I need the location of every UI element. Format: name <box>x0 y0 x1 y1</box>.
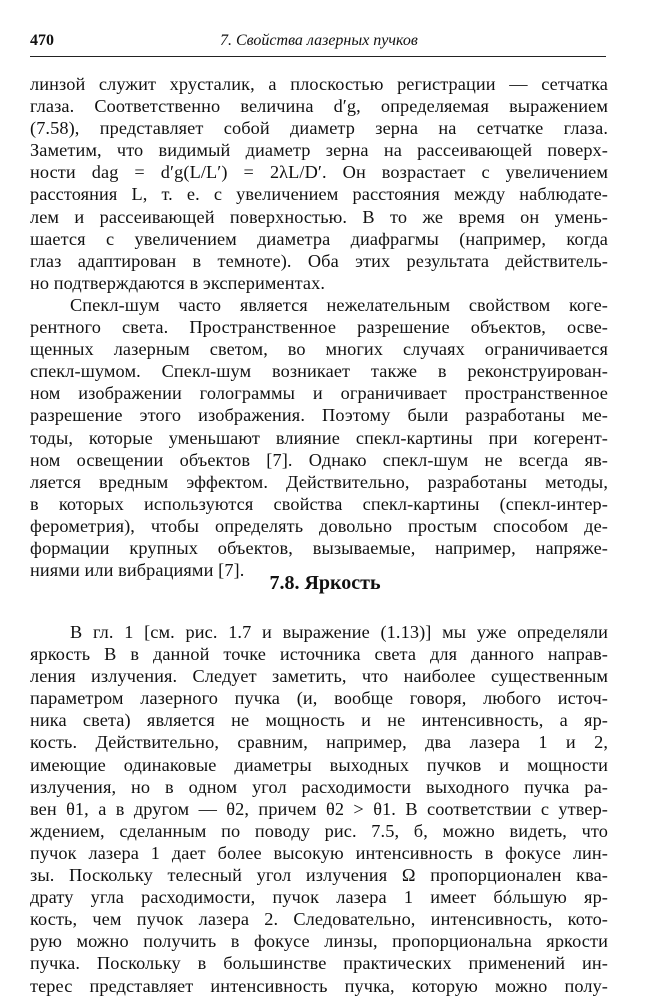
text-line: ниями или вибрациями [7]. <box>30 560 245 581</box>
text-line: параметром лазерного пучка (и, вообще говоря, любого источ- <box>30 688 608 709</box>
text-line: драту угла расходимости, пучок лазера 1 имеет бóльшую яр- <box>30 887 608 908</box>
text-line: тоды, которые уменьшают влияние спекл-картины при когерент- <box>30 427 608 448</box>
paragraph <box>30 294 608 581</box>
page-header <box>30 30 606 60</box>
text-line: линзой служит хрусталик, а плоскостью регистрации — сетчатка <box>30 74 608 94</box>
text-line: кость. Действительно, сравним, например, два лазера 1 и 2, <box>30 732 608 753</box>
text-line: пучок лазера 1 дает более высокую интенсивность в фокусе лин- <box>30 842 608 863</box>
text-line: в которых используются свойства спекл-картины (спекл-интер- <box>30 493 608 514</box>
text-line: ферометрия), чтобы определять довольно простым способом де- <box>30 515 608 536</box>
text-line: Заметим, что видимый диаметр зерна на рассеивающей поверх- <box>30 140 608 161</box>
text-line: вен θ1, а в другом — θ2, причем θ2 > θ1. В соответствии с утвер- <box>30 798 608 819</box>
text-line: формации крупных объектов, вызываемые, например, напряже- <box>30 537 608 558</box>
text-line: расстояния L, т. е. с увеличением расстояния между наблюдате- <box>30 184 608 205</box>
running-head: 7. Свойства лазерных пучков <box>220 32 418 49</box>
text-line: ления излучения. Следует заметить, что наиболее существенным <box>30 666 608 687</box>
text-line: ждением, сделанным по поводу рис. 7.5, б, можно видеть, что <box>30 820 608 841</box>
section-title: 7.8. Яркость <box>269 572 381 594</box>
text-line: кость, чем пучок лазера 2. Следовательно, интенсивность, кото- <box>30 909 608 930</box>
text-line: глаза. Соответственно величина d′g, определяемая выражением <box>30 96 608 117</box>
text-block-upper <box>30 73 608 581</box>
text-line: (7.58), представляет собой диаметр зерна на сетчатке глаза. <box>30 118 608 139</box>
header-rule <box>30 56 606 57</box>
text-line: ном освещении объектов [7]. Однако спекл-шум не всегда яв- <box>30 449 608 470</box>
text-line: излучения, но в одном угол расходимости выходного пучка ра- <box>30 776 608 797</box>
text-line: Спекл-шум часто является нежелательным свойством коге- <box>70 294 608 315</box>
text-line: разрешение этого изображения. Поэтому были разработаны ме- <box>30 405 608 426</box>
text-line: щенных лазерным светом, во многих случаях ограничивается <box>30 339 608 360</box>
text-line: спекл-шумом. Спекл-шум возникает также в реконструирован- <box>30 361 608 382</box>
text-line: глаз адаптирован в темноте). Оба этих результата действитель- <box>30 250 608 271</box>
text-line: зы. Поскольку телесный угол излучения Ω пропорционален ква- <box>30 865 608 886</box>
text-line: но подтверждаются в экспериментах. <box>30 272 326 293</box>
paragraph <box>30 73 608 294</box>
text-line: ном изображении голограммы и ограничивает пространственное <box>30 383 608 404</box>
paragraph <box>30 621 608 997</box>
text-block-lower <box>30 621 608 997</box>
text-line: ника света) является не мощность и не интенсивность, а яр- <box>30 710 608 731</box>
page-number: 470 <box>30 32 54 49</box>
text-line: терес представляет интенсивность пучка, которую можно полу- <box>30 975 608 996</box>
text-line: пучка. Поскольку в большинстве практических применений ин- <box>30 953 608 974</box>
text-line: ности dag = d′g(L/L′) = 2λL/D′. Он возрастает с увеличением <box>30 162 608 183</box>
text-line: яркость B в данной точке источника света для данного направ- <box>30 644 608 665</box>
text-line: В гл. 1 [см. рис. 1.7 и выражение (1.13)] мы уже определяли <box>70 622 608 642</box>
text-line: лем и рассеивающей поверхностью. В то же время он умень- <box>30 206 608 227</box>
text-line: ляется вредным эффектом. Действительно, разработаны методы, <box>30 471 608 492</box>
text-line: рентного света. Пространственное разрешение объектов, осве- <box>30 317 608 338</box>
text-line: имеющие одинаковые диаметры выходных пучков и мощности <box>30 754 608 775</box>
text-line: рую можно получить в фокусе линзы, пропорциональна яркости <box>30 931 608 952</box>
text-line: шается с увеличением диаметра диафрагмы (например, когда <box>30 228 608 249</box>
